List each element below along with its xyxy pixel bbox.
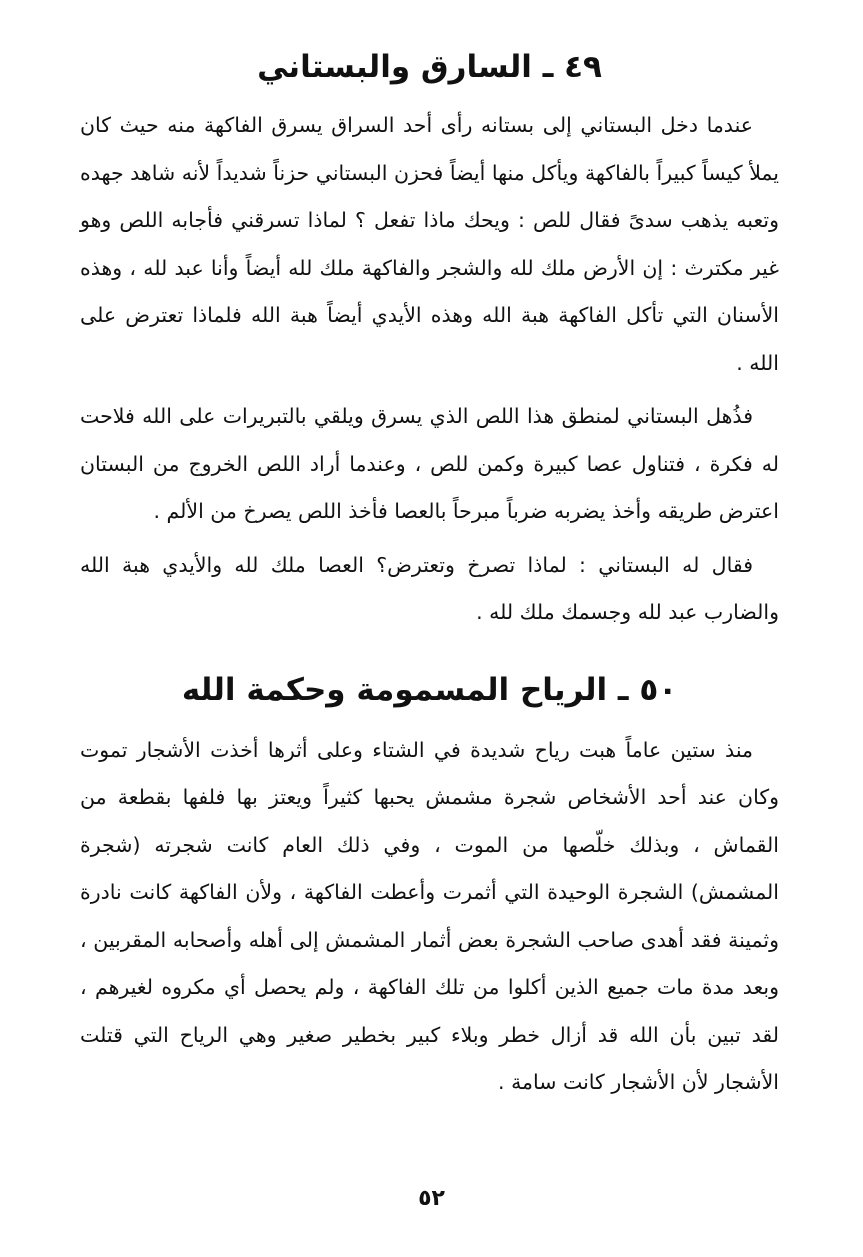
page-body xyxy=(80,40,779,1107)
section-49-title: ٤٩ ـ السارق والبستاني xyxy=(257,49,602,85)
section-49-paragraph-3: فقال له البستاني : لماذا تصرخ وتعترض؟ العصا ملك لله والأيدي هبة الله والضارب عبد لله وجسمك ملك لله . xyxy=(80,552,779,624)
page-number: ٥٢ xyxy=(418,1186,445,1211)
section-49-paragraph-2: فذُهل البستاني لمنطق هذا اللص الذي يسرق ويلقي بالتبريرات على الله فلاحت له فكرة ، فتناول عصا كبيرة وكمن للص ، وعندما أراد اللص الخروج من البستان اعترض طريقه وأخذ يضربه ضرباً مبرحاً بالعصا فأخذ اللص يصرخ من الألم . xyxy=(80,404,779,523)
section-50-title: ٥٠ ـ الرياح المسمومة وحكمة الله xyxy=(181,671,678,708)
section-50-paragraph-1: منذ ستين عاماً هبت رياح شديدة في الشتاء وعلى أثرها أخذت الأشجار تموت وكان عند أحد الأشخاص شجرة مشمش يحبها كثيراً ويعتز بها فلفها بقطعة من القماش ، وبذلك خلّصها من الموت ، وفي ذلك العام كانت شجرته (شجرة المشمش) الشجرة الوحيدة التي أثمرت وأعطت الفاكهة ، ولأن الفاكهة كانت نادرة وثمينة فقد أهدى صاحب الشجرة بعض أثمار المشمش إلى أهله وأصحابه المقربين ، وبعد مدة مات جميع الذين أكلوا من تلك الفاكهة ، ولم يحصل أي مكروه لغيرهم ، لقد تبين بأن الله قد أزال خطر وبلاء كبير بخطير صغير وهي الرياح التي قتلت الأشجار لأن الأشجار كانت سامة . xyxy=(80,737,779,1094)
section-49-paragraph-1: عندما دخل البستاني إلى بستانه رأى أحد السراق يسرق الفاكهة منه حيث كان يملأ كيساً كبيراً بالفاكهة ويأكل منها أيضاً فحزن البستاني حزناً شديداً لأنه شاهد جهده وتعبه يذهب سدىً فقال للص : ويحك ماذا تفعل ؟ لماذا تسرقني فأجابه اللص وهو غير مكترث : إن الأرض ملك لله والشجر والفاكهة ملك لله أيضاً وأنا عبد لله ، وهذه الأسنان التي تأكل الفاكهة هبة الله وهذه الأيدي أيضاً هبة الله فلماذا تعترض على الله . xyxy=(80,113,779,375)
